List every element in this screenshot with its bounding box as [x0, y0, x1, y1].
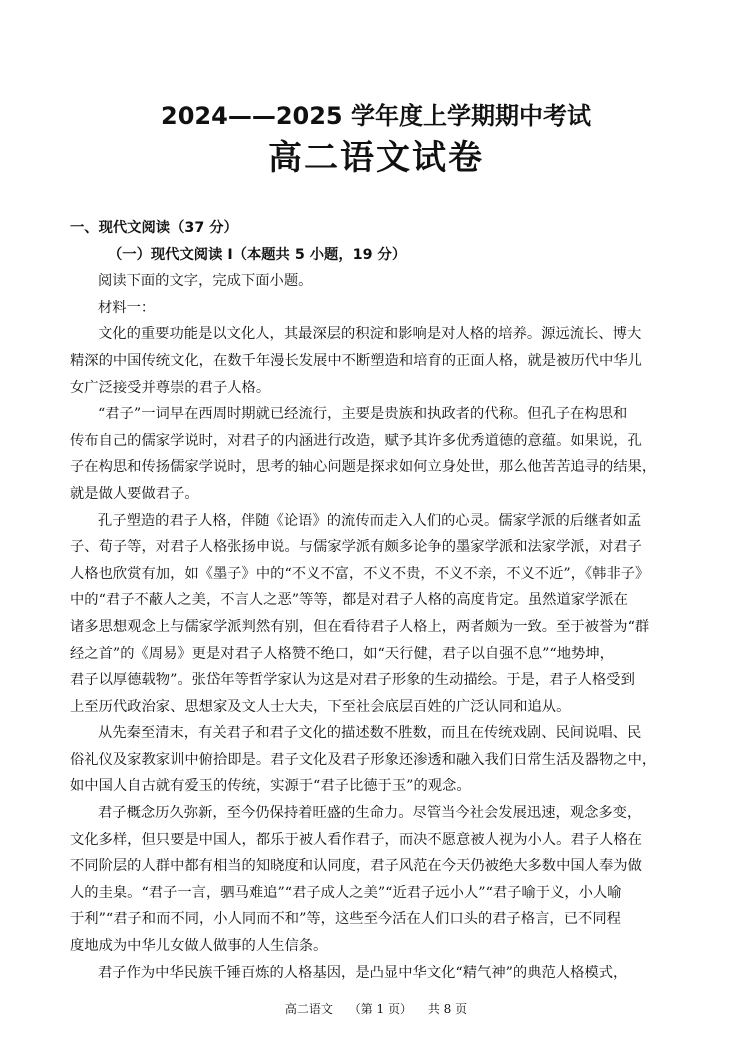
text-line: 女广泛接受并尊崇的君子人格。 — [70, 379, 271, 396]
exam-title: 2024——2025 学年度上学期期中考试 — [161, 102, 591, 130]
text-line: 君子以厚德载物”。张岱年等哲学家认为这是对君子形象的生动描绘。于是，君子人格受到 — [70, 672, 635, 689]
text-line: 度地成为中华儿女做人做事的人生信条。 — [70, 938, 328, 955]
subsection-heading: （一）现代文阅读 I（本题共 5 小题，19 分） — [108, 246, 407, 263]
text-line: 不同阶层的人群中都有相当的知晓度和认同度，君子风范在今天仍被绝大多数中国人奉为做 — [70, 858, 642, 875]
text-line: 上至历代政治家、思想家及文人士大夫，下至社会底层百姓的广泛认同和追从。 — [70, 698, 571, 715]
text-line: 就是做人要做君子。 — [70, 485, 199, 502]
footer-total-pages: 共 8 页 — [427, 1002, 468, 1016]
text-line: 子在构思和传扬儒家学说时，思考的轴心问题是探求如何立身处世，那么他苦苦追寻的结果， — [70, 459, 657, 476]
text-line: 经之首”的《周易》更是对君子人格赞不绝口，如“天行健，君子以自强不息”“地势坤， — [70, 645, 614, 662]
text-line: 俗礼仪及家教家训中俯拾即是。君子文化及君子形象还渗透和融入我们日常生活及器物之中， — [70, 751, 657, 768]
document-body — [70, 215, 688, 986]
text-line: 人的圭臬。“君子一言，驷马难追”“君子成人之美”“近君子远小人”“君子喻于义，小人喻 — [70, 884, 622, 901]
page-footer — [0, 1000, 752, 1017]
paper-title: 高二语文试卷 — [268, 138, 484, 178]
footer-page-number: （第 1 页） — [348, 1002, 412, 1016]
text-line: 如中国人自古就有爱玉的传统，实源于“君子比德于玉”的观念。 — [70, 778, 471, 795]
text-line: 从先秦至清末，有关君子和君子文化的描述数不胜数，而且在传统戏剧、民间说唱、民 — [98, 725, 642, 742]
text-line: 精深的中国传统文化，在数千年漫长发展中不断塑造和培育的正面人格，就是被历代中华儿 — [70, 352, 642, 369]
text-line: 于利”“君子和而不同，小人同而不和”等，这些至今活在人们口头的君子格言，已不同程 — [70, 911, 621, 928]
section-heading: 一、现代文阅读（37 分） — [70, 220, 238, 236]
text-line: 传布自己的儒家学说时，对君子的内涵进行改造，赋予其许多优秀道德的意蕴。如果说，孔 — [70, 432, 642, 449]
instruction: 阅读下面的文字，完成下面小题。 — [98, 273, 313, 290]
text-line: 孔子塑造的君子人格，伴随《论语》的流传而走入人们的心灵。儒家学派的后继者如孟 — [98, 512, 642, 529]
text-line: 子、荀子等，对君子人格张扬申说。与儒家学派有颇多论争的墨家学派和法家学派，对君子 — [70, 539, 642, 556]
text-line: “君子”一词早在西周时期就已经流行，主要是贵族和执政者的代称。但孔子在构思和 — [98, 406, 628, 423]
text-line: 君子概念历久弥新，至今仍保持着旺盛的生命力。尽管当今社会发展迅速，观念多变， — [98, 805, 642, 822]
text-line: 君子作为中华民族千锤百炼的人格基因，是凸显中华文化“精气神”的典范人格模式， — [98, 964, 628, 981]
text-line: 诸多思想观念上与儒家学派判然有别，但在看待君子人格上，两者颇为一致。至于被誉为“群 — [70, 618, 650, 635]
text-line: 人格也欣赏有加，如《墨子》中的“不义不富，不义不贵，不义不亲，不义不近”，《韩非子》 — [70, 565, 650, 582]
material-label: 材料一： — [98, 299, 156, 316]
text-line: 文化的重要功能是以文化人，其最深层的积淀和影响是对人格的培养。源远流长、博大 — [98, 326, 642, 343]
text-line: 中的“君子不蔽人之美，不言人之恶”等等，都是对君子人格的高度肯定。虽然道家学派在 — [70, 592, 628, 609]
text-line: 文化多样，但只要是中国人，都乐于被人看作君子，而决不愿意被人视为小人。君子人格在 — [70, 831, 642, 848]
footer-course: 高二语文 — [284, 1002, 333, 1016]
